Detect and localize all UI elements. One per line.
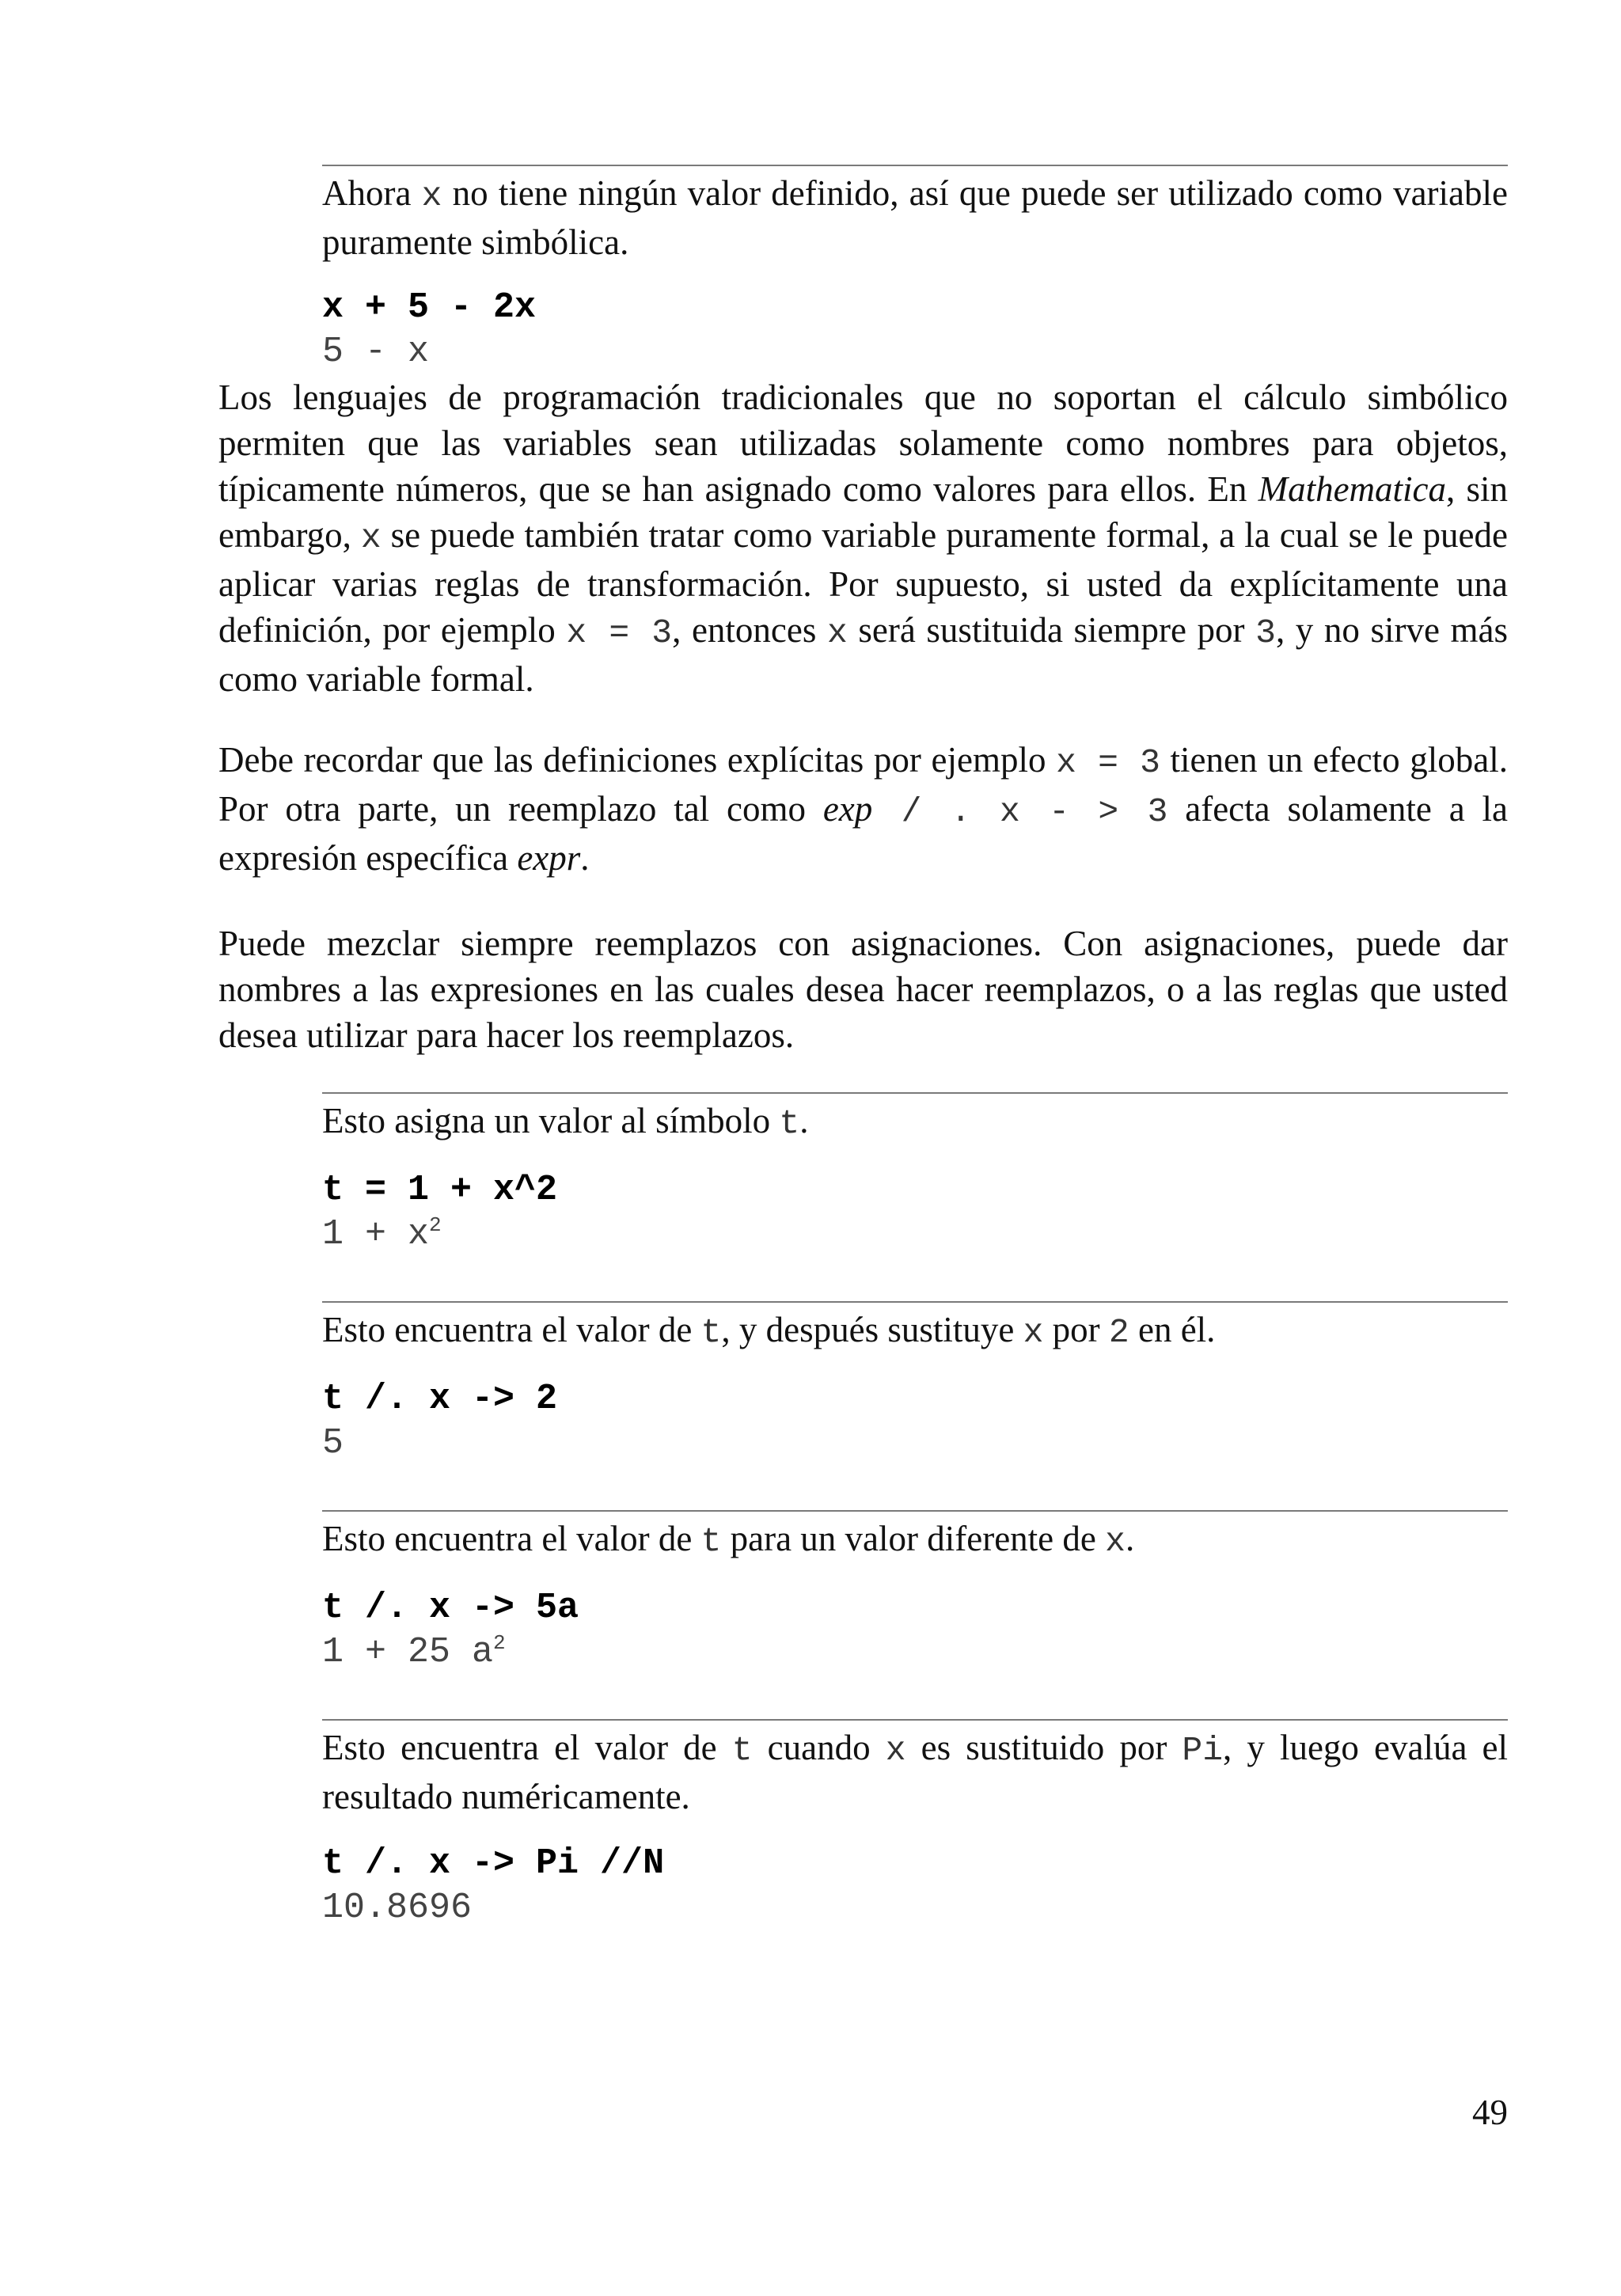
block5-note xyxy=(322,1725,1508,1820)
inline-code: x xyxy=(360,518,382,557)
output-base: 1 + 25 a xyxy=(322,1632,494,1672)
paragraph-2 xyxy=(218,737,1508,881)
inline-code: t xyxy=(700,1313,722,1352)
note-text: para un valor diferente de xyxy=(721,1519,1106,1558)
page-number: 49 xyxy=(1472,2093,1508,2132)
block1-output: 5 - x xyxy=(322,332,430,372)
block1-input: x + 5 - 2x xyxy=(322,287,537,328)
block4-output xyxy=(322,1630,506,1675)
block5-output: 10.8696 xyxy=(322,1888,473,1928)
inline-code: x xyxy=(1105,1522,1126,1561)
inline-code: Pi xyxy=(1182,1731,1224,1770)
note-text: en él. xyxy=(1129,1310,1216,1349)
inline-code: x = 3 xyxy=(566,613,673,652)
paragraph-text: afecta solamente a la expresión específica xyxy=(218,789,1508,878)
italic-text: exp xyxy=(822,789,873,829)
paragraph-1 xyxy=(218,374,1508,702)
output-superscript: 2 xyxy=(429,1213,442,1237)
block3-output: 5 xyxy=(322,1423,344,1463)
inline-code: t xyxy=(779,1104,800,1143)
inline-code: x xyxy=(826,613,848,652)
block3-note xyxy=(322,1307,1508,1356)
inline-code: 3 xyxy=(1255,613,1276,652)
note-text: Esto encuentra el valor de xyxy=(322,1728,732,1767)
note-text: Ahora xyxy=(322,173,422,213)
paragraph-text: , entonces xyxy=(672,610,827,650)
paragraph-text: , sin embargo, xyxy=(218,469,1509,555)
divider-rule xyxy=(322,1719,1508,1721)
block2-note xyxy=(322,1098,1508,1147)
inline-code: x xyxy=(421,176,442,215)
italic-text: expr xyxy=(517,838,581,878)
divider-rule xyxy=(322,1301,1508,1303)
note-text: . xyxy=(799,1101,809,1140)
block4-note xyxy=(322,1516,1508,1565)
output-base: 1 + x xyxy=(322,1214,430,1254)
inline-code: / . x - > 3 xyxy=(872,792,1168,831)
output-superscript: 2 xyxy=(493,1631,506,1655)
block2-output xyxy=(322,1213,442,1257)
inline-code: t xyxy=(731,1731,753,1770)
inline-code: x xyxy=(1023,1313,1044,1352)
divider-rule xyxy=(322,1510,1508,1512)
block2-input: t = 1 + x^2 xyxy=(322,1170,558,1210)
paragraph-text: será sustituida siempre por xyxy=(847,610,1256,650)
note-text: Esto encuentra el valor de xyxy=(322,1519,701,1558)
block3-input: t /. x -> 2 xyxy=(322,1379,558,1419)
inline-code: 2 xyxy=(1108,1313,1129,1352)
inline-code: x xyxy=(885,1731,906,1770)
block5-input: t /. x -> Pi //N xyxy=(322,1843,665,1884)
note-text: Esto asigna un valor al símbolo xyxy=(322,1101,780,1140)
block1-note xyxy=(322,170,1508,265)
paragraph-text: Debe recordar que las definiciones explícitas por ejemplo xyxy=(218,740,1057,780)
paragraph-text: se puede también tratar como variable puramente formal, a la cual se le puede aplicar varias reglas de transformación. Por supuesto, si usted da explícitamente una definición, por ejemplo xyxy=(218,515,1509,650)
paragraph-3: Puede mezclar siempre reemplazos con asignaciones. Con asignaciones, puede dar nombres a las expresiones en las cuales desea hacer reemplazos, o a las reglas que usted desea utilizar para hacer los reemplazos. xyxy=(218,924,1508,1055)
block4-input: t /. x -> 5a xyxy=(322,1588,579,1628)
paragraph-text: , y no sirve más como variable formal. xyxy=(218,610,1508,699)
paragraph-text: tienen un efecto global. Por otra parte, un reemplazo tal como xyxy=(218,740,1508,829)
divider-rule xyxy=(322,1092,1508,1094)
note-text: por xyxy=(1043,1310,1109,1349)
paragraph-text: Los lenguajes de programación tradicionales que no soportan el cálculo simbólico permiten que las variables sean utilizadas solamente como nombres para objetos, típicamente números, que se han asignado como valores para ellos. En xyxy=(218,378,1508,509)
divider-rule xyxy=(322,165,1508,166)
italic-text: Mathematica xyxy=(1258,469,1447,509)
note-text: es sustituido por xyxy=(905,1728,1183,1767)
paragraph-text: . xyxy=(580,838,590,878)
note-text: . xyxy=(1125,1519,1135,1558)
note-text: cuando xyxy=(752,1728,886,1767)
note-text: no tiene ningún valor definido, así que puede ser utilizado como variable puramente simbólica. xyxy=(322,173,1508,262)
inline-code: t xyxy=(700,1522,722,1561)
note-text: , y después sustituye xyxy=(721,1310,1023,1349)
inline-code: x = 3 xyxy=(1056,743,1160,782)
note-text: Esto encuentra el valor de xyxy=(322,1310,701,1349)
note-text: , y luego evalúa el resultado numéricamente. xyxy=(322,1728,1509,1816)
